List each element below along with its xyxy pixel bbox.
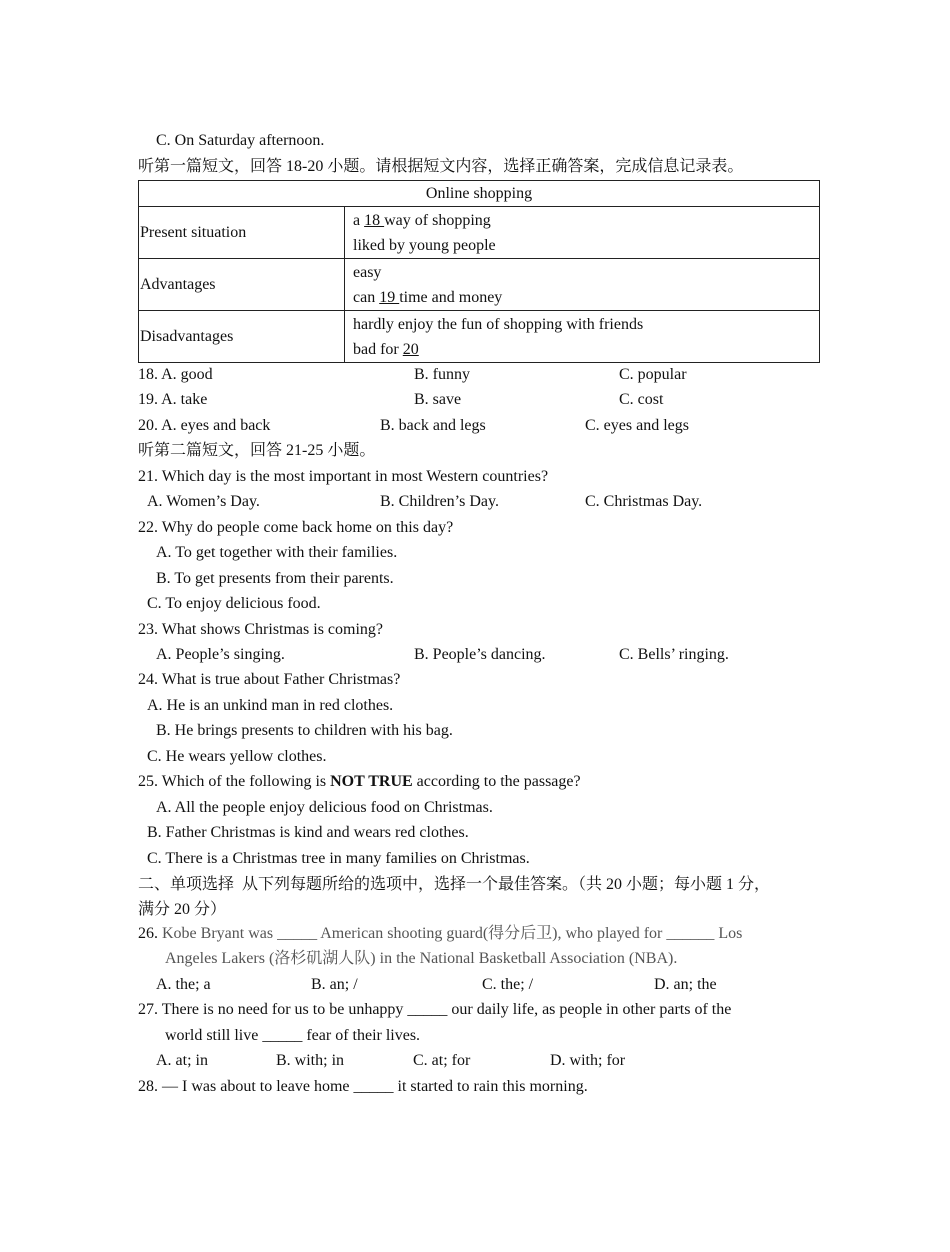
q26-stem [138,924,742,944]
q21-stem: 21. Which day is the most important in most Western countries? [138,468,549,485]
q21-option-c: C. Christmas Day. [585,493,703,510]
q27-option-b: B. with; in [276,1052,345,1069]
q20-option-c: C. eyes and legs [585,417,689,434]
q18-option-c: C. popular [619,366,687,383]
q26-option-d: D. an; the [654,976,717,993]
q23-option-c: C. Bells’ ringing. [619,646,729,663]
row-text: hardly enjoy the fun of shopping with friends [353,315,644,333]
q27-stem-cont: world still live _____ fear of their lives. [165,1027,421,1044]
q26-number: 26. [138,925,162,942]
q27-option-c: C. at; for [413,1052,471,1069]
q24-option-b: B. He brings presents to children with his bag. [156,722,453,739]
q24-option-a: A. He is an unkind man in red clothes. [147,697,394,714]
row-label: Disadvantages [139,311,345,363]
blank-18: 18 [364,211,385,229]
part2-heading: 二、单项选择 从下列每题所给的选项中，选择一个最佳答案。（共 20 小题；每小题 1 分， [138,876,771,893]
q26-option-a: A. the; a [156,976,211,993]
row-content [345,311,820,363]
q27-option-a: A. at; in [156,1052,208,1069]
q27-option-d: D. with; for [550,1052,626,1069]
q23-stem: 23. What shows Christmas is coming? [138,621,384,638]
row-label: Advantages [139,259,345,311]
q20-option-b: B. back and legs [380,417,486,434]
q19-option-b: B. save [414,391,462,408]
q25-stem [138,772,581,792]
q22-option-c: C. To enjoy delicious food. [147,595,321,612]
q26-stem-text: Kobe Bryant was _____ American shooting guard(得分后卫), who played for ______ Los [162,925,743,942]
passage1-instruction: 听第一篇短文，回答 18-20 小题。请根据短文内容，选择正确答案，完成信息记录表。 [138,158,744,175]
q25-option-b: B. Father Christmas is kind and wears red clothes. [147,824,469,841]
info-record-table [138,180,820,363]
q22-stem: 22. Why do people come back home on this day? [138,519,454,536]
row-text: time and money [399,288,503,306]
q25-stem-text: according to the passage? [412,773,581,790]
q17-option-c: C. On Saturday afternoon. [156,132,325,149]
q18-option-b: B. funny [414,366,470,383]
row-label: Present situation [139,207,345,259]
q28-stem: 28. — I was about to leave home _____ it started to rain this morning. [138,1078,588,1095]
q24-option-c: C. He wears yellow clothes. [147,748,327,765]
q27-stem: 27. There is no need for us to be unhappy _____ our daily life, as people in other parts of the [138,1001,732,1018]
q22-option-a: A. To get together with their families. [156,544,398,561]
row-text: bad for [353,340,403,358]
q25-stem-text: 25. Which of the following is [138,773,331,790]
blank-19: 19 [379,288,400,306]
q21-option-a: A. Women’s Day. [147,493,260,510]
row-content [345,259,820,311]
q26-option-c: C. the; / [482,976,534,993]
q20-option-a: 20. A. eyes and back [138,417,271,434]
q19-option-a: 19. A. take [138,391,208,408]
q21-option-b: B. Children’s Day. [380,493,499,510]
table-row [139,207,820,259]
row-content [345,207,820,259]
q25-option-c: C. There is a Christmas tree in many families on Christmas. [147,850,530,867]
part2-heading-cont: 满分 20 分） [138,901,227,918]
table-row [139,311,820,363]
row-text: a [353,211,365,229]
row-text: way of shopping [384,211,491,229]
row-text: liked by young people [353,236,496,254]
table-row [139,259,820,311]
q23-option-a: A. People’s singing. [156,646,285,663]
q26-option-b: B. an; / [311,976,358,993]
q25-stem-emphasis: NOT TRUE [330,773,413,790]
q24-stem: 24. What is true about Father Christmas? [138,671,401,688]
row-text: can [353,288,380,306]
q22-option-b: B. To get presents from their parents. [156,570,394,587]
blank-20: 20 [402,340,419,358]
table-title: Online shopping [139,181,820,207]
passage2-instruction: 听第二篇短文，回答 21-25 小题。 [138,442,376,459]
q23-option-b: B. People’s dancing. [414,646,546,663]
row-text: easy [353,263,382,281]
q26-stem-cont: Angeles Lakers (洛杉矶湖人队) in the National Basketball Association (NBA). [165,950,678,967]
q25-option-a: A. All the people enjoy delicious food on Christmas. [156,799,493,816]
q18-option-a: 18. A. good [138,366,213,383]
q19-option-c: C. cost [619,391,664,408]
